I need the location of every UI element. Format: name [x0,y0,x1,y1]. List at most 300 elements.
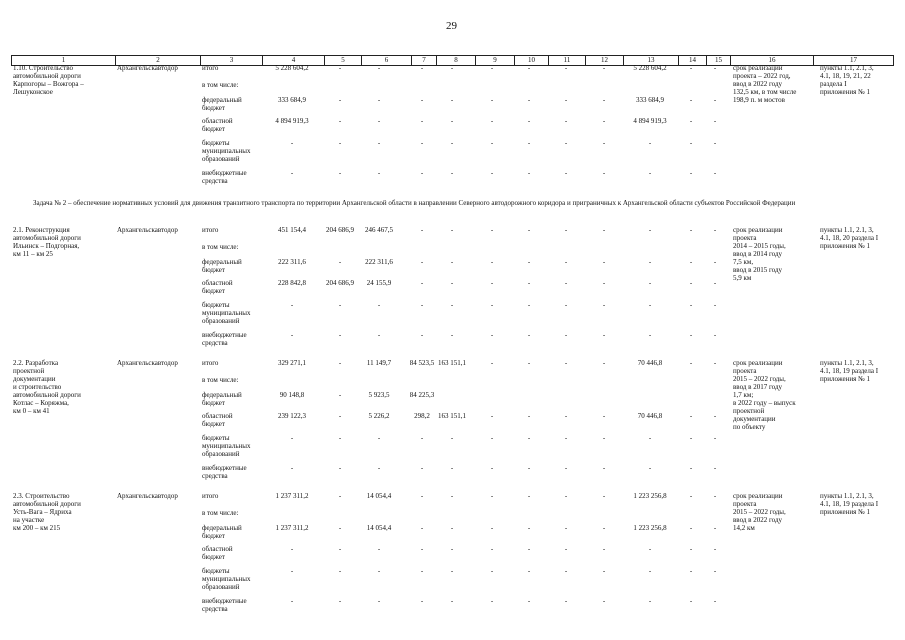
budget-cell: - [290,597,294,605]
budget-cell: - [420,169,424,177]
column-header-15: 15 [706,56,730,65]
reference-line: 4.1, 18, 19, 21, 22 [820,72,871,80]
budget-cell: - [420,258,424,266]
result-description-line: 2014 – 2015 годы, [733,242,786,250]
result-description-line: проекта [733,367,757,375]
budget-cell: - [290,464,294,472]
result-description-line: 2015 – 2022 годы, [733,508,786,516]
budget-cell: - [527,258,531,266]
budget-cell: - [564,464,568,472]
budget-cell: - [490,96,494,104]
budget-cell: - [450,524,454,532]
result-description-line: ввод в 2022 году [733,516,783,524]
budget-cell: - [689,524,693,532]
budget-cell: - [564,258,568,266]
budget-cell: - [490,331,494,339]
budget-cell: - [689,301,693,309]
budget-cell: - [420,226,424,234]
budget-cell: - [713,567,717,575]
budget-cell: - [564,139,568,147]
budget-cell: - [450,64,454,72]
object-name-line: 1.10. Строительство [13,64,73,72]
column-header-2: 2 [115,56,200,65]
funding-source-label: областной [202,412,233,420]
reference-line: 4.1, 18, 20 раздела I [820,234,879,242]
budget-cell: - [490,226,494,234]
budget-cell: - [377,139,381,147]
budget-cell: 246 467,5 [365,226,393,234]
budget-cell: - [602,567,606,575]
budget-cell: - [713,279,717,287]
budget-cell: - [490,524,494,532]
funding-source-label: бюджеты [202,434,230,442]
budget-cell: 5 228 604,2 [275,64,309,72]
column-header-7: 7 [411,56,436,65]
funding-source-label: итого [202,64,219,72]
funding-source-label: муниципальных [202,442,251,450]
budget-cell: - [420,279,424,287]
budget-cell: - [564,117,568,125]
budget-cell: 298,2 [414,412,430,420]
budget-cell: - [420,117,424,125]
budget-cell: - [527,492,531,500]
budget-cell: - [338,412,342,420]
budget-cell: - [527,301,531,309]
funding-source-label: внебюджетные [202,597,247,605]
funding-source-label: образований [202,583,240,591]
budget-cell: - [527,359,531,367]
budget-cell: - [602,139,606,147]
budget-cell: - [420,524,424,532]
budget-cell: - [338,567,342,575]
budget-cell: - [602,117,606,125]
object-name-line: автомобильной дороги [13,234,81,242]
executor: Архангельскавтодор [117,359,178,367]
budget-cell: - [338,359,342,367]
object-name-line: Усть-Вага – Ядриха [13,508,72,516]
budget-cell: 333 684,9 [636,96,664,104]
budget-cell: - [338,64,342,72]
budget-cell: - [648,464,652,472]
funding-source-label: средства [202,177,228,185]
budget-cell: - [602,412,606,420]
result-description-line: срок реализации [733,226,783,234]
budget-cell: - [602,434,606,442]
funding-source-label: средства [202,605,228,613]
budget-cell: - [689,331,693,339]
budget-cell: - [564,412,568,420]
budget-cell: - [564,545,568,553]
budget-cell: - [713,301,717,309]
funding-source-label: средства [202,472,228,480]
funding-source-label: в том числе: [202,376,239,384]
budget-cell: - [377,597,381,605]
budget-cell: - [338,169,342,177]
budget-cell: - [713,464,717,472]
reference-line: 4.1, 18, 19 раздела I [820,500,879,508]
object-name-line: автомобильной дороги [13,500,81,508]
budget-cell: 14 054,4 [366,524,392,532]
budget-cell: - [338,258,342,266]
reference-line: приложения № 1 [820,88,871,96]
funding-source-label: бюджеты [202,139,230,147]
object-name-line: км 200 – км 215 [13,524,61,532]
budget-cell: - [290,434,294,442]
object-name-line: документации [13,375,56,383]
budget-cell: - [602,169,606,177]
budget-cell: - [689,139,693,147]
budget-cell: - [527,226,531,234]
funding-source-label: образований [202,155,240,163]
budget-cell: - [290,567,294,575]
budget-cell: - [527,331,531,339]
funding-source-label: образований [202,450,240,458]
budget-cell: 4 894 919,3 [633,117,667,125]
budget-cell: - [689,64,693,72]
budget-cell: - [648,169,652,177]
budget-cell: - [338,139,342,147]
funding-source-label: бюджет [202,399,225,407]
budget-cell: 24 155,9 [366,279,392,287]
budget-cell: - [648,331,652,339]
result-description-line: ввод в 2015 году [733,266,783,274]
budget-cell: - [527,169,531,177]
budget-cell: - [689,545,693,553]
budget-cell: - [689,359,693,367]
budget-cell: - [648,545,652,553]
column-header-9: 9 [475,56,514,65]
budget-cell: - [713,96,717,104]
column-header-10: 10 [514,56,548,65]
budget-cell: - [564,524,568,532]
budget-cell: - [450,331,454,339]
funding-source-label: федеральный [202,391,242,399]
budget-cell: 1 223 256,8 [633,492,667,500]
funding-source-label: федеральный [202,96,242,104]
column-header-8: 8 [436,56,475,65]
budget-cell: 5 226,2 [368,412,390,420]
budget-cell: - [490,301,494,309]
budget-cell: - [564,169,568,177]
budget-cell: 204 686,9 [326,226,354,234]
funding-source-label: федеральный [202,524,242,532]
budget-cell: - [602,226,606,234]
budget-cell: - [689,117,693,125]
result-description-line: 198,9 п. м мостов [733,96,785,104]
budget-cell: - [490,258,494,266]
budget-cell: 222 311,6 [365,258,393,266]
funding-source-label: бюджеты [202,567,230,575]
budget-cell: - [450,96,454,104]
budget-cell: - [338,434,342,442]
budget-cell: - [713,597,717,605]
budget-cell: 5 923,5 [368,391,390,399]
budget-cell: 84 523,5 [409,359,435,367]
object-name-line: на участке [13,516,45,524]
budget-cell: - [648,597,652,605]
budget-cell: - [450,464,454,472]
reference-line: пункты 1.1, 2.1, 3, [820,64,874,72]
budget-cell: 70 446,8 [637,412,663,420]
budget-cell: - [689,567,693,575]
budget-cell: 239 122,3 [278,412,306,420]
budget-cell: - [420,96,424,104]
funding-source-label: бюджет [202,420,225,428]
result-description-line: проекта [733,500,757,508]
budget-cell: - [689,279,693,287]
budget-cell: - [420,597,424,605]
budget-cell: 5 228 604,2 [633,64,667,72]
budget-cell: - [338,492,342,500]
budget-cell: - [527,545,531,553]
result-description-line: 7,5 км, [733,258,754,266]
budget-cell: - [450,279,454,287]
budget-cell: - [564,492,568,500]
budget-cell: - [290,169,294,177]
budget-cell: - [689,226,693,234]
funding-source-label: муниципальных [202,575,251,583]
budget-cell: - [527,597,531,605]
budget-cell: - [450,226,454,234]
budget-cell: - [527,96,531,104]
budget-cell: - [564,96,568,104]
column-header-14: 14 [678,56,706,65]
budget-cell: 1 223 256,8 [633,524,667,532]
budget-cell: - [648,226,652,234]
object-name-line: автомобильной дороги [13,391,81,399]
result-description-line: 14,2 км [733,524,755,532]
reference-line: раздела I [820,80,847,88]
result-description-line: 2015 – 2022 годы, [733,375,786,383]
reference-line: пункты 1.1, 2.1, 3, [820,359,874,367]
budget-cell: - [713,524,717,532]
funding-source-label: в том числе: [202,81,239,89]
budget-cell: - [602,64,606,72]
budget-cell: - [338,301,342,309]
funding-source-label: внебюджетные [202,464,247,472]
budget-cell: - [713,226,717,234]
budget-cell: - [490,279,494,287]
result-description-line: ввод в 2022 году [733,80,783,88]
budget-cell: - [377,96,381,104]
reference-line: приложения № 1 [820,375,871,383]
funding-source-label: бюджет [202,532,225,540]
budget-cell: 222 311,6 [278,258,306,266]
object-name-line: и строительство [13,383,62,391]
budget-cell: - [689,434,693,442]
budget-cell: - [420,434,424,442]
budget-cell: - [490,545,494,553]
budget-cell: - [564,567,568,575]
budget-cell: - [602,464,606,472]
budget-cell: - [450,139,454,147]
budget-cell: - [564,279,568,287]
result-description-line: в 2022 году – выпуск [733,399,796,407]
object-name-line: км 11 – км 25 [13,250,53,258]
object-name-line: 2.1. Реконструкция [13,226,70,234]
column-header-11: 11 [548,56,585,65]
budget-cell: - [377,331,381,339]
budget-cell: 163 151,1 [438,359,466,367]
budget-cell: - [527,434,531,442]
budget-cell: - [490,412,494,420]
object-name-line: 2.2. Разработка [13,359,59,367]
budget-cell: - [602,524,606,532]
funding-source-label: бюджет [202,104,225,112]
budget-cell: - [713,492,717,500]
result-description-line: проекта – 2022 год, [733,72,791,80]
budget-cell: - [648,258,652,266]
page-number: 29 [446,20,457,32]
task-heading: Задача № 2 – обеспечение нормативных условий для движения транзитного транспорта по территории Архангельской области в направлении Северного автодорожного коридора и приграничных к Архангельской области субъектов Российской Федерации [33,199,796,207]
budget-cell: - [450,492,454,500]
budget-cell: - [713,359,717,367]
object-name-line: проектной [13,367,45,375]
budget-cell: - [713,331,717,339]
funding-source-label: итого [202,226,219,234]
budget-cell: - [290,139,294,147]
column-header-16: 16 [730,56,813,65]
funding-source-label: областной [202,545,233,553]
budget-cell: 84 225,3 [409,391,435,399]
budget-cell: - [648,434,652,442]
budget-cell: - [490,567,494,575]
budget-cell: - [420,331,424,339]
budget-cell: - [450,117,454,125]
executor: Архангельскавтодор [117,64,178,72]
funding-source-label: бюджет [202,266,225,274]
budget-cell: - [527,139,531,147]
budget-cell: - [450,169,454,177]
funding-source-label: областной [202,279,233,287]
budget-cell: - [602,597,606,605]
budget-cell: - [290,301,294,309]
funding-source-label: внебюджетные [202,331,247,339]
result-description-line: проекта [733,234,757,242]
budget-cell: - [420,301,424,309]
budget-cell: - [713,258,717,266]
result-description-line: срок реализации [733,492,783,500]
budget-cell: 1 237 311,2 [275,524,309,532]
budget-cell: 90 148,8 [279,391,305,399]
budget-cell: - [527,524,531,532]
budget-cell: - [338,524,342,532]
budget-cell: - [377,545,381,553]
budget-cell: - [648,301,652,309]
budget-cell: - [338,597,342,605]
budget-cell: - [377,301,381,309]
budget-cell: - [564,301,568,309]
budget-cell: - [564,331,568,339]
result-description-line: срок реализации [733,64,783,72]
budget-cell: - [689,258,693,266]
budget-cell: - [490,64,494,72]
reference-line: 4.1, 18, 19 раздела I [820,367,879,375]
budget-cell: 1 237 311,2 [275,492,309,500]
object-name-line: Котлас – Коряжма, [13,399,69,407]
budget-cell: 451 154,4 [278,226,306,234]
object-name-line: Ильинск – Подгорная, [13,242,80,250]
funding-source-label: бюджет [202,553,225,561]
budget-cell: - [377,117,381,125]
budget-cell: - [290,545,294,553]
budget-cell: - [450,301,454,309]
column-header-5: 5 [324,56,361,65]
object-name-line: Лешуконское [13,88,53,96]
budget-cell: - [527,412,531,420]
budget-cell: - [490,117,494,125]
budget-cell: - [450,597,454,605]
budget-cell: - [420,567,424,575]
reference-line: пункты 1.1, 2.1, 3, [820,492,874,500]
budget-cell: - [490,434,494,442]
funding-source-label: бюджеты [202,301,230,309]
funding-source-label: бюджет [202,287,225,295]
budget-cell: - [602,545,606,553]
budget-cell: - [564,359,568,367]
budget-cell: - [490,139,494,147]
budget-cell: - [648,567,652,575]
budget-cell: - [602,279,606,287]
budget-cell: - [377,567,381,575]
funding-source-label: внебюджетные [202,169,247,177]
result-description-line: ввод в 2017 году [733,383,783,391]
object-name-line: 2.3. Строительство [13,492,70,500]
budget-cell: - [420,464,424,472]
budget-cell: - [713,117,717,125]
budget-cell: - [490,597,494,605]
budget-cell: - [602,359,606,367]
funding-source-label: средства [202,339,228,347]
funding-source-label: итого [202,492,219,500]
budget-cell: 70 446,8 [637,359,663,367]
result-description-line: срок реализации [733,359,783,367]
budget-cell: - [713,64,717,72]
funding-source-label: муниципальных [202,309,251,317]
funding-source-label: областной [202,117,233,125]
funding-source-label: муниципальных [202,147,251,155]
funding-source-label: образований [202,317,240,325]
column-header-13: 13 [623,56,678,65]
budget-cell: - [377,464,381,472]
budget-cell: - [527,567,531,575]
result-description-line: документации [733,415,776,423]
result-description-line: ввод в 2014 году [733,250,783,258]
result-description-line: по объекту [733,423,766,431]
executor: Архангельскавтодор [117,492,178,500]
budget-cell: - [377,169,381,177]
budget-cell: - [420,545,424,553]
budget-cell: - [490,359,494,367]
budget-cell: - [602,258,606,266]
budget-cell: - [602,96,606,104]
budget-cell: - [713,545,717,553]
budget-cell: - [527,64,531,72]
budget-cell: - [602,301,606,309]
budget-cell: - [450,545,454,553]
budget-cell: - [564,64,568,72]
budget-cell: - [689,492,693,500]
funding-source-label: бюджет [202,125,225,133]
budget-cell: - [338,331,342,339]
object-name-line: автомобильной дороги [13,72,81,80]
budget-cell: - [338,391,342,399]
budget-cell: 14 054,4 [366,492,392,500]
column-header-12: 12 [585,56,623,65]
budget-cell: 228 842,8 [278,279,306,287]
budget-cell: - [420,139,424,147]
budget-cell: - [713,169,717,177]
